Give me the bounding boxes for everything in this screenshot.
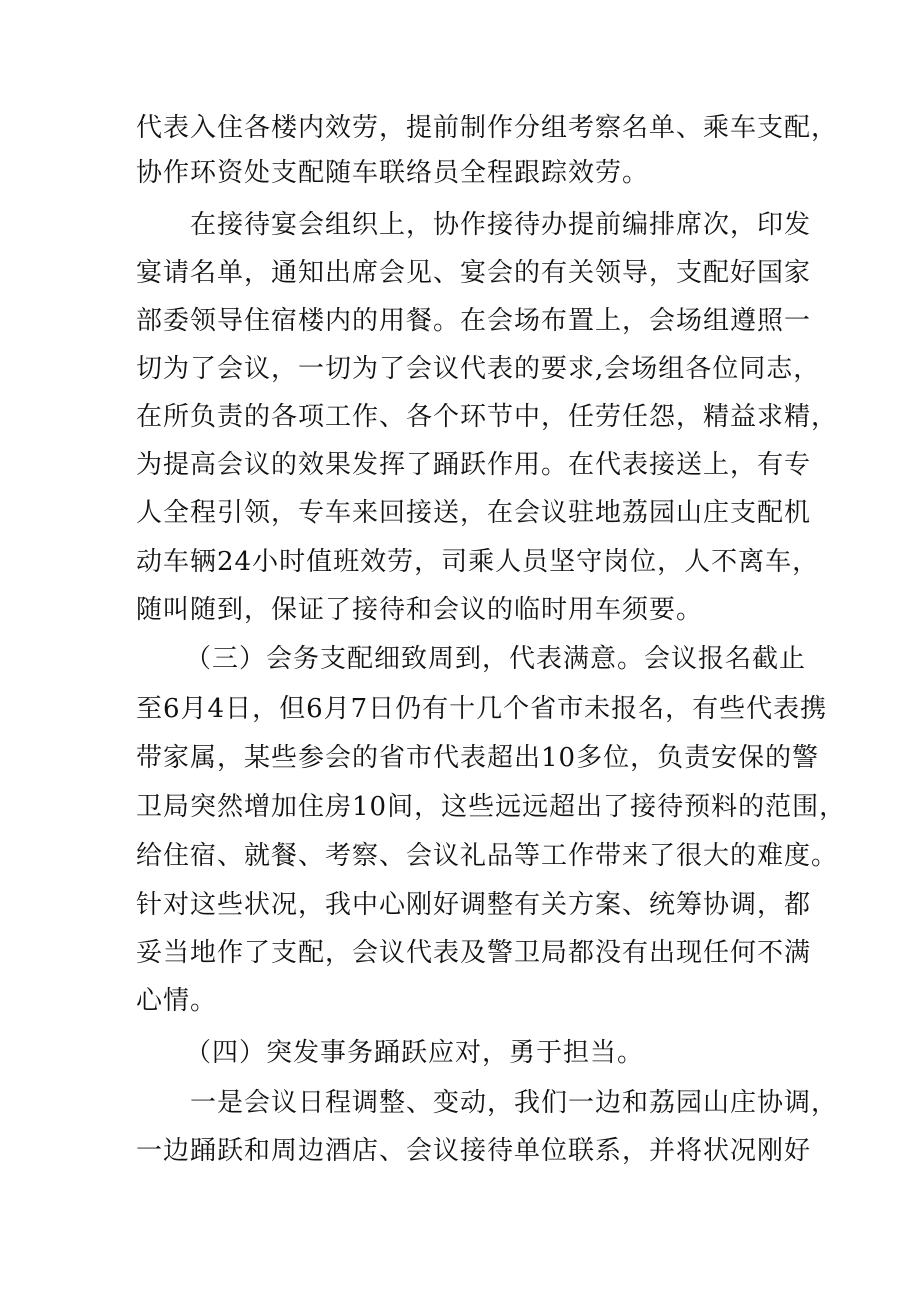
text-line: 动车辆24小时值班效劳，司乘人员坚守岗位，人不离车， [136, 547, 820, 577]
text-line: 切为了会议，一切为了会议代表的要求,会场组各位同志， [136, 354, 821, 384]
text-line: 针对这些状况，我中心刚好调整有关方案、统筹协调，都 [136, 890, 812, 920]
text-line: 卫局突然增加住房10间，这些远远超出了接待预料的范围， [136, 792, 847, 822]
text-line: 妥当地作了支配，会议代表及警卫局都没有出现任何不满 [136, 938, 812, 968]
text-line: 协作环资处支配随车联络员全程跟踪效劳。 [136, 158, 650, 188]
text-line: 一边踊跃和周边酒店、会议接待单位联系，并将状况刚好 [136, 1136, 812, 1166]
text-line: 一是会议日程调整、变动，我们一边和荔园山庄协调， [190, 1088, 839, 1118]
section-heading-3: （三）会务支配细致周到，代表满意。会议报名截止 [185, 644, 807, 674]
text-line: 在所负责的各项工作、各个环节中，任劳任怨，精益求精， [136, 402, 839, 432]
text-line: 给住宿、就餐、考察、会议礼品等工作带来了很大的难度。 [136, 841, 839, 871]
text-line: 在接待宴会组织上，协作接待办提前编排席次，印发 [190, 210, 812, 240]
text-line: 心情。 [136, 986, 218, 1016]
section-heading-4: （四）突发事务踊跃应对，勇于担当。 [185, 1038, 645, 1068]
text-line: 带家属，某些参会的省市代表超出10多位，负责安保的警 [136, 743, 820, 773]
text-line: 宴请名单，通知出席会见、宴会的有关领导，支配好国家 [136, 258, 812, 288]
text-line: 代表入住各楼内效劳，提前制作分组考察名单、乘车支配， [136, 113, 839, 143]
text-line: 人全程引领，专车来回接送，在会议驻地荔园山庄支配机 [136, 498, 812, 528]
text-line: 随叫随到，保证了接待和会议的临时用车须要。 [136, 595, 704, 625]
text-line: 部委领导住宿楼内的用餐。在会场布置上，会场组遵照一 [136, 306, 812, 336]
text-line: 至6月4日，但6月7日仍有十几个省市未报名，有些代表携 [136, 694, 828, 724]
text-line: 为提高会议的效果发挥了踊跃作用。在代表接送上，有专 [136, 450, 812, 480]
